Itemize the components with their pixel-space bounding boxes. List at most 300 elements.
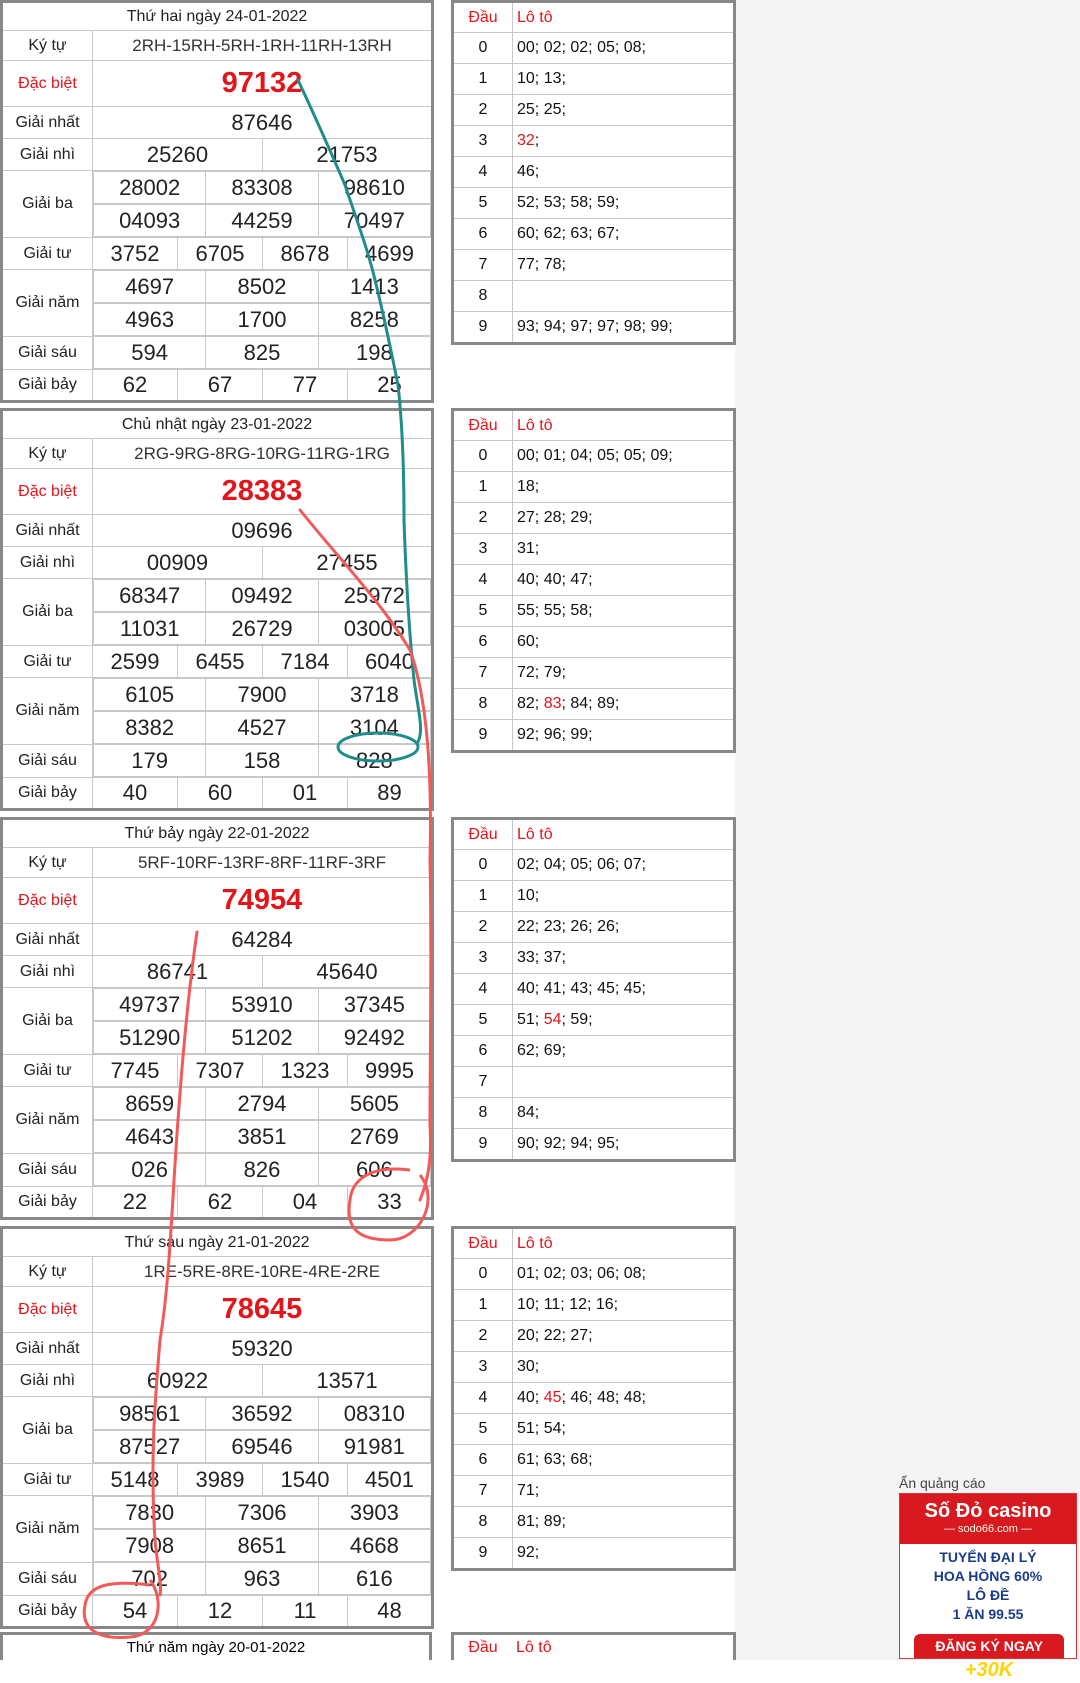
loto-row bbox=[453, 1507, 735, 1538]
loto-row bbox=[453, 720, 735, 752]
day-block bbox=[0, 408, 1080, 816]
prize-number: 87527 bbox=[94, 1431, 206, 1463]
loto-values-after: ; 46; 48; 48; bbox=[561, 1389, 646, 1406]
prize-number: 8678 bbox=[263, 238, 348, 270]
draw-code: 1RE-5RE-8RE-10RE-4RE-2RE bbox=[93, 1257, 433, 1287]
loto-values: 92; 96; 99; bbox=[517, 726, 593, 743]
loto-row bbox=[453, 1129, 735, 1161]
prize-number: 33 bbox=[348, 1187, 433, 1219]
prize-label: Giải tư bbox=[2, 1464, 93, 1496]
dau-digit: 9 bbox=[453, 720, 513, 752]
loto-table bbox=[451, 408, 736, 753]
draw-date-title: Thứ hai ngày 24-01-2022 bbox=[2, 2, 433, 31]
prize-number: 11031 bbox=[94, 613, 206, 645]
prize-number: 51290 bbox=[94, 1022, 206, 1054]
loto-values: 18; bbox=[517, 478, 540, 495]
prize-label: Giải năm bbox=[2, 1496, 93, 1563]
results-table bbox=[0, 0, 434, 403]
dau-digit: 2 bbox=[453, 95, 513, 126]
loto-cell bbox=[513, 565, 735, 596]
loto-table bbox=[451, 0, 736, 345]
dau-digit: 2 bbox=[453, 503, 513, 534]
loto-values: 51; 54; bbox=[517, 1420, 566, 1437]
prize-number: 59320 bbox=[93, 1333, 433, 1365]
prize-number: 963 bbox=[206, 1563, 318, 1595]
prize-number: 8659 bbox=[94, 1088, 206, 1120]
prize-label: Ký tự bbox=[2, 439, 93, 469]
dau-digit: 5 bbox=[453, 188, 513, 219]
draw-code: 2RH-15RH-5RH-1RH-11RH-13RH bbox=[93, 31, 433, 61]
dau-digit: 4 bbox=[453, 565, 513, 596]
dau-digit: 5 bbox=[453, 596, 513, 627]
prize-number: 54 bbox=[93, 1596, 178, 1628]
prize-number: 6705 bbox=[178, 238, 263, 270]
dau-digit: 3 bbox=[453, 534, 513, 565]
loto-cell bbox=[513, 126, 735, 157]
prize-number: 616 bbox=[318, 1563, 430, 1595]
prize-number: 00909 bbox=[93, 547, 263, 579]
loto-cell bbox=[513, 1476, 735, 1507]
dau-digit: 2 bbox=[453, 1321, 513, 1352]
loto-cell bbox=[513, 1067, 735, 1098]
dau-digit: 9 bbox=[453, 312, 513, 344]
prize-number: 53910 bbox=[206, 989, 318, 1021]
dau-digit: 0 bbox=[453, 850, 513, 881]
prize-number: 45640 bbox=[263, 956, 433, 988]
prize-number: 6455 bbox=[178, 646, 263, 678]
prize-number: 1700 bbox=[206, 304, 318, 336]
prize-number: 594 bbox=[94, 337, 206, 369]
loto-row bbox=[453, 1005, 735, 1036]
prize-number: 3989 bbox=[178, 1464, 263, 1496]
results-table bbox=[0, 408, 434, 811]
loto-values: 55; 55; 58; bbox=[517, 602, 593, 619]
loto-header: Lô tô bbox=[513, 819, 735, 850]
prize-label: Giải nhất bbox=[2, 515, 93, 547]
prize-label: Giải nhì bbox=[2, 1365, 93, 1397]
prize-number: 3851 bbox=[206, 1121, 318, 1153]
loto-row bbox=[453, 157, 735, 188]
prize-number: 828 bbox=[318, 745, 430, 777]
prize-number: 44259 bbox=[206, 205, 318, 237]
prize-number: 7306 bbox=[206, 1497, 318, 1529]
prize-number: 3752 bbox=[93, 238, 178, 270]
prize-number: 91981 bbox=[318, 1431, 430, 1463]
loto-cell bbox=[513, 1098, 735, 1129]
dau-digit: 1 bbox=[453, 1290, 513, 1321]
loto-values: 60; 62; 63; 67; bbox=[517, 225, 620, 242]
prize-label: Giải tư bbox=[2, 1055, 93, 1087]
prize-number: 4668 bbox=[318, 1530, 430, 1562]
dau-digit: 8 bbox=[453, 281, 513, 312]
loto-cell bbox=[513, 441, 735, 472]
prize-label: Giải năm bbox=[2, 678, 93, 745]
loto-cell bbox=[513, 312, 735, 344]
loto-cell bbox=[513, 188, 735, 219]
prize-number: 3104 bbox=[318, 712, 430, 744]
prize-label: Đặc biệt bbox=[2, 61, 93, 107]
prize-label: Giải sáu bbox=[2, 336, 93, 370]
prize-number: 12 bbox=[178, 1596, 263, 1628]
loto-header: Lô tô bbox=[513, 2, 735, 33]
dau-header: Đầu bbox=[453, 2, 513, 33]
prize-number: 01 bbox=[263, 778, 348, 810]
prize-number: 51202 bbox=[206, 1022, 318, 1054]
loto-cell bbox=[513, 64, 735, 95]
prize-label: Giải ba bbox=[2, 579, 93, 646]
loto-row bbox=[453, 1383, 735, 1414]
loto-values: 92; bbox=[517, 1544, 540, 1561]
loto-values: 52; 53; 58; 59; bbox=[517, 194, 620, 211]
prize-number: 6040 bbox=[348, 646, 433, 678]
ad-banner[interactable] bbox=[899, 1475, 1077, 1681]
prize-number: 03005 bbox=[318, 613, 430, 645]
loto-values: 40; 41; 43; 45; 45; bbox=[517, 980, 646, 997]
dau-digit: 1 bbox=[453, 472, 513, 503]
prize-label: Giải nhất bbox=[2, 924, 93, 956]
prize-number: 7908 bbox=[94, 1530, 206, 1562]
loto-row bbox=[453, 64, 735, 95]
hide-ad-link[interactable]: Ẩn quảng cáo bbox=[899, 1475, 986, 1491]
loto-cell bbox=[513, 1259, 735, 1290]
loto-values: 30; bbox=[517, 1358, 540, 1375]
prize-number: 89 bbox=[348, 778, 433, 810]
loto-values: 90; 92; 94; 95; bbox=[517, 1135, 620, 1152]
loto-special-value: 83 bbox=[543, 695, 562, 712]
dau-digit: 6 bbox=[453, 1445, 513, 1476]
loto-row bbox=[453, 1321, 735, 1352]
prize-label: Giải ba bbox=[2, 1397, 93, 1464]
prize-number: 11 bbox=[263, 1596, 348, 1628]
loto-cell bbox=[513, 596, 735, 627]
ad-box[interactable] bbox=[899, 1493, 1077, 1681]
dau-digit: 4 bbox=[453, 157, 513, 188]
loto-values: 01; 02; 03; 06; 08; bbox=[517, 1265, 646, 1282]
dau-digit: 3 bbox=[453, 1352, 513, 1383]
prize-number: 7900 bbox=[206, 679, 318, 711]
loto-values: 60; bbox=[517, 633, 540, 650]
prize-number: 4697 bbox=[94, 271, 206, 303]
prize-number: 60 bbox=[178, 778, 263, 810]
prize-number: 826 bbox=[206, 1154, 318, 1186]
loto-table bbox=[451, 817, 736, 1162]
prize-label: Giải năm bbox=[2, 270, 93, 337]
prize-number: 62 bbox=[178, 1187, 263, 1219]
next-day-title: Thứ năm ngày 20-01-2022 bbox=[0, 1632, 432, 1660]
dau-header: Đầu bbox=[453, 410, 513, 441]
loto-cell bbox=[513, 1445, 735, 1476]
prize-number: 6105 bbox=[94, 679, 206, 711]
loto-header: Lô tô bbox=[513, 1228, 735, 1259]
loto-cell bbox=[513, 1321, 735, 1352]
prize-number: 4527 bbox=[206, 712, 318, 744]
prize-label: Giải sáu bbox=[2, 744, 93, 778]
dau-digit: 9 bbox=[453, 1538, 513, 1570]
prize-number: 8651 bbox=[206, 1530, 318, 1562]
loto-cell bbox=[513, 974, 735, 1005]
prize-label: Giải tư bbox=[2, 238, 93, 270]
dau-digit: 6 bbox=[453, 1036, 513, 1067]
dau-digit: 0 bbox=[453, 1259, 513, 1290]
results-table bbox=[0, 1226, 434, 1629]
loto-values: 81; 89; bbox=[517, 1513, 566, 1530]
loto-cell bbox=[513, 912, 735, 943]
loto-row bbox=[453, 565, 735, 596]
prize-number: 04093 bbox=[94, 205, 206, 237]
loto-row bbox=[453, 219, 735, 250]
ad-register-button[interactable]: ĐĂNG KÝ NGAY +30K bbox=[914, 1634, 1064, 1658]
prize-number: 49737 bbox=[94, 989, 206, 1021]
dau-digit: 5 bbox=[453, 1005, 513, 1036]
loto-cell bbox=[513, 881, 735, 912]
loto-values-after: ; bbox=[534, 132, 540, 149]
loto-row bbox=[453, 912, 735, 943]
loto-cell bbox=[513, 1507, 735, 1538]
prize-number: 158 bbox=[206, 745, 318, 777]
prize-number: 1540 bbox=[263, 1464, 348, 1496]
loto-values: 40; bbox=[517, 1389, 544, 1406]
prize-label: Giải bảy bbox=[2, 1187, 93, 1219]
prize-number: 26729 bbox=[206, 613, 318, 645]
loto-row bbox=[453, 658, 735, 689]
prize-label: Giải bảy bbox=[2, 370, 93, 402]
prize-number: 36592 bbox=[206, 1398, 318, 1430]
prize-number: 70497 bbox=[318, 205, 430, 237]
prize-number: 4501 bbox=[348, 1464, 433, 1496]
ad-line-1: TUYỂN ĐẠI LÝ bbox=[939, 1549, 1037, 1565]
ad-line-4: 1 ĂN 99.55 bbox=[952, 1606, 1024, 1622]
loto-cell bbox=[513, 219, 735, 250]
loto-row bbox=[453, 1036, 735, 1067]
loto-row bbox=[453, 534, 735, 565]
prize-number: 77 bbox=[263, 370, 348, 402]
loto-values: 27; 28; 29; bbox=[517, 509, 593, 526]
draw-date-title: Thứ sáu ngày 21-01-2022 bbox=[2, 1228, 433, 1257]
prize-number: 25260 bbox=[93, 139, 263, 171]
prize-label: Giải nhất bbox=[2, 107, 93, 139]
dau-digit: 4 bbox=[453, 974, 513, 1005]
prize-label: Giải năm bbox=[2, 1087, 93, 1154]
loto-values: 61; 63; 68; bbox=[517, 1451, 593, 1468]
prize-number: 21753 bbox=[263, 139, 433, 171]
dau-header: Đầu bbox=[453, 1228, 513, 1259]
prize-number: 7184 bbox=[263, 646, 348, 678]
loto-cell bbox=[513, 1414, 735, 1445]
prize-number: 92492 bbox=[318, 1022, 430, 1054]
prize-number: 8502 bbox=[206, 271, 318, 303]
dau-digit: 0 bbox=[453, 441, 513, 472]
dau-header: Đầu bbox=[453, 819, 513, 850]
next-day-loto-header: Đầu Lô tô bbox=[451, 1632, 736, 1660]
loto-row bbox=[453, 596, 735, 627]
draw-code: 2RG-9RG-8RG-10RG-11RG-1RG bbox=[93, 439, 433, 469]
day-block bbox=[0, 817, 1080, 1225]
dau-digit: 0 bbox=[453, 33, 513, 64]
prize-number: 08310 bbox=[318, 1398, 430, 1430]
prize-number: 198 bbox=[318, 337, 430, 369]
loto-cell bbox=[513, 1129, 735, 1161]
loto-row bbox=[453, 1290, 735, 1321]
prize-label: Giải nhì bbox=[2, 956, 93, 988]
loto-row bbox=[453, 472, 735, 503]
loto-values: 20; 22; 27; bbox=[517, 1327, 593, 1344]
prize-number: 13571 bbox=[263, 1365, 433, 1397]
loto-values: 10; 11; 12; 16; bbox=[517, 1296, 619, 1313]
loto-row bbox=[453, 312, 735, 344]
loto-row bbox=[453, 627, 735, 658]
loto-row bbox=[453, 1067, 735, 1098]
prize-number: 1323 bbox=[263, 1055, 348, 1087]
loto-table bbox=[451, 1226, 736, 1571]
loto-row bbox=[453, 95, 735, 126]
prize-number: 4643 bbox=[94, 1121, 206, 1153]
dau-digit: 7 bbox=[453, 1067, 513, 1098]
dau-digit: 1 bbox=[453, 64, 513, 95]
prize-number: 825 bbox=[206, 337, 318, 369]
loto-values: 02; 04; 05; 06; 07; bbox=[517, 856, 646, 873]
loto-row bbox=[453, 1445, 735, 1476]
prize-label: Giải sáu bbox=[2, 1153, 93, 1187]
prize-number: 026 bbox=[94, 1154, 206, 1186]
loto-row bbox=[453, 850, 735, 881]
loto-cell bbox=[513, 472, 735, 503]
prize-number: 3903 bbox=[318, 1497, 430, 1529]
prize-number: 7745 bbox=[93, 1055, 178, 1087]
prize-number: 22 bbox=[93, 1187, 178, 1219]
loto-values: 33; 37; bbox=[517, 949, 566, 966]
loto-row bbox=[453, 1352, 735, 1383]
prize-number: 4963 bbox=[94, 304, 206, 336]
ad-text bbox=[900, 1544, 1076, 1624]
draw-date-title: Chủ nhật ngày 23-01-2022 bbox=[2, 410, 433, 439]
loto-cell bbox=[513, 1290, 735, 1321]
prize-label: Giải nhì bbox=[2, 139, 93, 171]
dau-digit: 7 bbox=[453, 658, 513, 689]
prize-number: 86741 bbox=[93, 956, 263, 988]
dau-digit: 7 bbox=[453, 250, 513, 281]
prize-number: 68347 bbox=[94, 580, 206, 612]
loto-values: 00; 02; 02; 05; 08; bbox=[517, 39, 646, 56]
prize-number: 7830 bbox=[94, 1497, 206, 1529]
prize-number: 5148 bbox=[93, 1464, 178, 1496]
loto-cell bbox=[513, 1352, 735, 1383]
loto-values-after: ; 59; bbox=[561, 1011, 593, 1028]
loto-values: 25; 25; bbox=[517, 101, 566, 118]
loto-cell bbox=[513, 627, 735, 658]
prize-number: 1413 bbox=[318, 271, 430, 303]
dau-digit: 6 bbox=[453, 219, 513, 250]
loto-cell bbox=[513, 1538, 735, 1570]
loto-row bbox=[453, 503, 735, 534]
loto-cell bbox=[513, 1383, 735, 1414]
loto-row bbox=[453, 33, 735, 64]
day-block bbox=[0, 0, 1080, 408]
results-table bbox=[0, 817, 434, 1220]
loto-cell bbox=[513, 503, 735, 534]
ad-line-2: HOA HỒNG 60% bbox=[933, 1568, 1043, 1584]
loto-row bbox=[453, 1476, 735, 1507]
prize-number: 25 bbox=[348, 370, 433, 402]
prize-number: 48 bbox=[348, 1596, 433, 1628]
loto-row bbox=[453, 881, 735, 912]
prize-label: Giải bảy bbox=[2, 1596, 93, 1628]
prize-number: 9995 bbox=[348, 1055, 433, 1087]
prize-label: Giải tư bbox=[2, 646, 93, 678]
loto-values: 93; 94; 97; 97; 98; 99; bbox=[517, 318, 673, 335]
ad-brand: Số Đỏ casino bbox=[924, 1500, 1052, 1522]
prize-number: 87646 bbox=[93, 107, 433, 139]
prize-number: 2794 bbox=[206, 1088, 318, 1120]
dau-digit: 2 bbox=[453, 912, 513, 943]
draw-code: 5RF-10RF-13RF-8RF-11RF-3RF bbox=[93, 848, 433, 878]
prize-number: 5605 bbox=[318, 1088, 430, 1120]
prize-number: 09492 bbox=[206, 580, 318, 612]
loto-values: 00; 01; 04; 05; 05; 09; bbox=[517, 447, 673, 464]
prize-number: 40 bbox=[93, 778, 178, 810]
loto-cell bbox=[513, 943, 735, 974]
dau-digit: 8 bbox=[453, 1098, 513, 1129]
loto-row bbox=[453, 974, 735, 1005]
prize-number: 64284 bbox=[93, 924, 433, 956]
loto-row bbox=[453, 1414, 735, 1445]
prize-number: 7307 bbox=[178, 1055, 263, 1087]
prize-label: Ký tự bbox=[2, 1257, 93, 1287]
special-prize: 74954 bbox=[93, 878, 433, 924]
dau-digit: 3 bbox=[453, 126, 513, 157]
prize-number: 09696 bbox=[93, 515, 433, 547]
prize-number: 04 bbox=[263, 1187, 348, 1219]
loto-cell bbox=[513, 850, 735, 881]
loto-values: 84; bbox=[517, 1104, 540, 1121]
prize-number: 98610 bbox=[318, 172, 430, 204]
prize-number: 98561 bbox=[94, 1398, 206, 1430]
special-prize: 97132 bbox=[93, 61, 433, 107]
prize-label: Đặc biệt bbox=[2, 1287, 93, 1333]
prize-number: 179 bbox=[94, 745, 206, 777]
dau-digit: 5 bbox=[453, 1414, 513, 1445]
prize-label: Giải ba bbox=[2, 171, 93, 238]
loto-row bbox=[453, 943, 735, 974]
ad-line-3: LÔ ĐỀ bbox=[966, 1587, 1010, 1603]
draw-date-title: Thứ bảy ngày 22-01-2022 bbox=[2, 819, 433, 848]
prize-label: Giải ba bbox=[2, 988, 93, 1055]
prize-label: Giải nhất bbox=[2, 1333, 93, 1365]
dau-digit: 3 bbox=[453, 943, 513, 974]
loto-cell bbox=[513, 157, 735, 188]
loto-special-value: 54 bbox=[543, 1011, 562, 1028]
prize-number: 28002 bbox=[94, 172, 206, 204]
prize-number: 60922 bbox=[93, 1365, 263, 1397]
dau-digit: 8 bbox=[453, 689, 513, 720]
loto-values: 40; 40; 47; bbox=[517, 571, 593, 588]
prize-number: 27455 bbox=[263, 547, 433, 579]
loto-row bbox=[453, 689, 735, 720]
prize-number: 2769 bbox=[318, 1121, 430, 1153]
loto-row bbox=[453, 1538, 735, 1570]
dau-digit: 4 bbox=[453, 1383, 513, 1414]
loto-cell bbox=[513, 250, 735, 281]
dau-digit: 1 bbox=[453, 881, 513, 912]
loto-values: 10; bbox=[517, 887, 540, 904]
loto-values: 77; 78; bbox=[517, 256, 566, 273]
prize-label: Giải sáu bbox=[2, 1562, 93, 1596]
loto-cell bbox=[513, 689, 735, 720]
loto-cell bbox=[513, 534, 735, 565]
prize-number: 25972 bbox=[318, 580, 430, 612]
ad-url: — sodo66.com — bbox=[943, 1523, 1033, 1535]
loto-cell bbox=[513, 658, 735, 689]
loto-values: 72; 79; bbox=[517, 664, 566, 681]
